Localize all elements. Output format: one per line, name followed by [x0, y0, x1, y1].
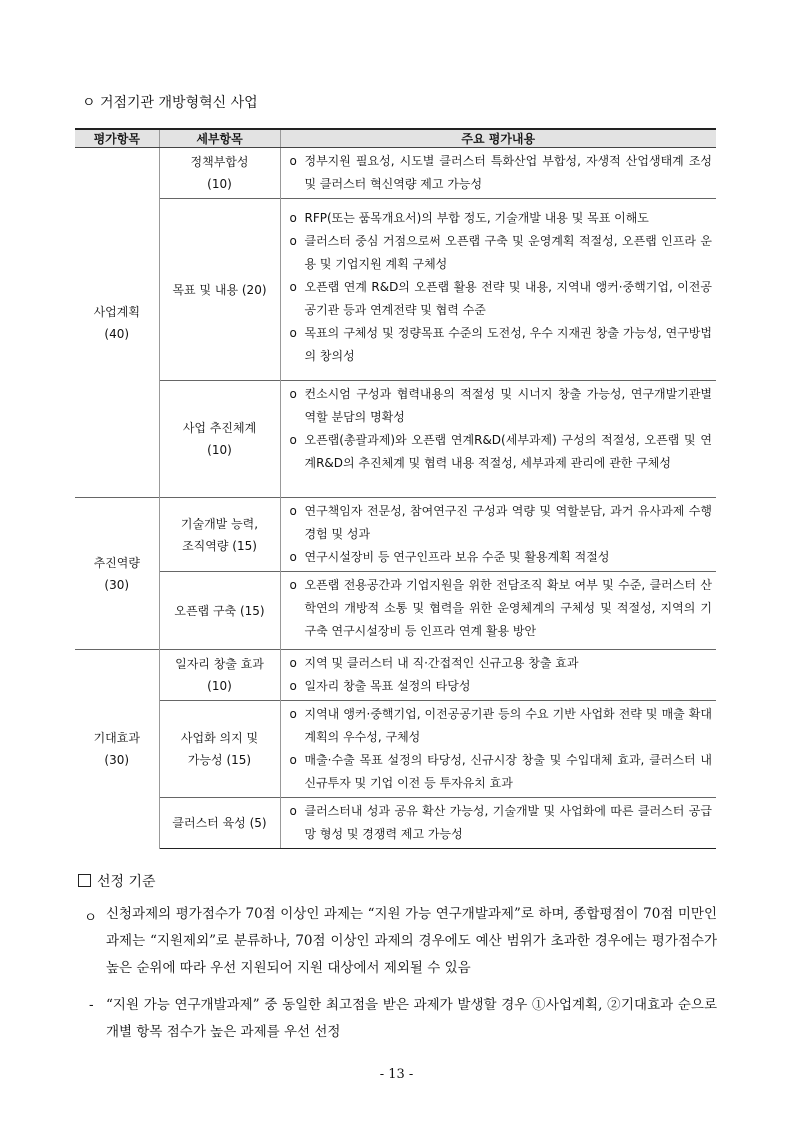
subcategory-job-creation [159, 650, 280, 701]
table-header-row [75, 129, 716, 148]
category-name: 추진역량 [93, 555, 140, 570]
content-item: o 정부지원 필요성, 시도별 클러스터 특화산업 부합성, 자생적 산업생태계 조성 및 클러스터 혁신역량 제고 가능성 [287, 150, 713, 196]
category-name: 사업계획 [93, 304, 140, 319]
content-item: o 오픈랩 연계 R&D의 오픈랩 활용 전략 및 내용, 지역내 앵커·중핵기업, 이전공공기관 등과 연계전략 및 협력 수준 [287, 276, 713, 322]
subcategory-points: (10) [207, 443, 232, 457]
subcategory-points: 조직역량 (15) [182, 538, 257, 553]
subcategory-points: 가능성 (15) [187, 753, 252, 767]
subcategory-execution-system [159, 381, 280, 498]
category-capability [75, 498, 159, 650]
subcategory-name: 기술개발 능력, [180, 516, 259, 531]
subcategory-name: 오픈랩 구축 (15) [174, 603, 265, 618]
evaluation-table [75, 128, 716, 849]
subcategory-name: 사업 추진체계 [182, 421, 257, 435]
category-expected-effect [75, 650, 159, 849]
subcategory-name: 일자리 창출 효과 [175, 657, 264, 671]
content-item: o 일자리 창출 목표 설정의 타당성 [287, 675, 713, 698]
subcategory-name: 클러스터 육성 (5) [172, 816, 267, 830]
table-row [75, 650, 716, 701]
tie-paragraph: “지원 가능 연구개발과제” 중 동일한 최고점을 받은 과제가 발생할 경우 ①사업계획, ②기대효과 순으로 개별 항목 점수가 높은 과제를 우선 선정 [106, 997, 717, 1040]
content-item: o 지역내 앵커·중핵기업, 이전공공기관 등의 수요 기반 사업화 전략 및 매출 확대 계획의 우수성, 구체성 [287, 703, 713, 749]
section-title: ㅇ 거점기관 개방형혁신 사업 [82, 95, 258, 111]
content-cell [280, 572, 716, 650]
criteria-heading-text: 선정 기준 [97, 874, 156, 890]
page-number: - 13 - [379, 1067, 414, 1082]
content-item: o 컨소시엄 구성과 협력내용의 적절성 및 시너지 창출 가능성, 연구개발기관별 역할 분담의 명확성 [287, 383, 713, 429]
content-item: o 오픈랩 전용공간과 기업지원을 위한 전담조직 확보 여부 및 수준, 클러스터 산학연의 개방적 소통 및 협력을 위한 운영체계의 구체성 및 적절성, 지역의 기 구축 연구시설장비 등 인프라 연계 활용 방안 [287, 574, 713, 643]
content-item: o 목표의 구체성 및 정량목표 수준의 도전성, 우수 지재권 창출 가능성, 연구방법의 창의성 [287, 322, 713, 368]
content-item: o 클러스터 중심 거점으로써 오픈랩 구축 및 운영계획 적절성, 오픈랩 인프라 운용 및 기업지원 계획 구체성 [287, 230, 713, 276]
content-item: o 클러스터내 성과 공유 확산 가능성, 기술개발 및 사업화에 따른 클러스터 공급망 형성 및 경쟁력 제고 가능성 [287, 800, 713, 846]
category-name: 기대효과 [93, 731, 140, 746]
category-points: (40) [104, 326, 130, 341]
category-points: (30) [104, 577, 130, 592]
subcategory-tech-capability [159, 498, 280, 572]
content-item: o 연구책임자 전문성, 참여연구진 구성과 역량 및 역할분담, 과거 유사과제 수행 경험 및 성과 [287, 500, 713, 546]
table-row [75, 701, 716, 798]
criteria-paragraph: 신청과제의 평가점수가 70점 이상인 과제는 “지원 가능 연구개발과제”로 하며, 종합평점이 70점 미만인 과제는 “지원제외”로 분류하나, 70점 이상인 과제의 경우에도 예산 범위가 초과한 경우에는 평가점수가 높은 순위에 따라 우선 지원되어 지원 대상에서 제외될 수 있음 [106, 906, 717, 976]
subcategory-name: 정책부합성 [190, 155, 249, 169]
content-item: o RFP(또는 품목개요서)의 부합 정도, 기술개발 내용 및 목표 이해도 [287, 207, 713, 230]
table-row [75, 199, 716, 381]
content-item: o 오픈랩(총괄과제)와 오픈랩 연계R&D(세부과제) 구성의 적절성, 오픈랩 및 연계R&D의 추진체계 및 협력 내용 적절성, 세부과제 관리에 관한 구체성 [287, 429, 713, 475]
tie-bullet: - [89, 997, 94, 1013]
content-cell [280, 650, 716, 701]
table-row [75, 148, 716, 199]
content-cell [280, 148, 716, 199]
table-row [75, 798, 716, 849]
category-points: (30) [104, 753, 130, 768]
content-item: o 연구시설장비 등 연구인프라 보유 수준 및 활용계획 적절성 [287, 546, 713, 569]
table-row [75, 498, 716, 572]
criteria-bullet: ㅇ [84, 910, 98, 926]
criteria-heading [78, 871, 156, 891]
subcategory-points: (10) [207, 177, 232, 191]
header-subcategory: 세부항목 [159, 129, 280, 148]
content-cell [280, 498, 716, 572]
category-business-plan [75, 148, 159, 498]
checkbox-square-icon [78, 874, 91, 887]
header-content: 주요 평가내용 [280, 129, 716, 148]
subcategory-cluster-growth [159, 798, 280, 849]
subcategory-goals [159, 199, 280, 381]
content-item: o 지역 및 클러스터 내 직·간접적인 신규고용 창출 효과 [287, 652, 713, 675]
content-cell [280, 199, 716, 381]
subcategory-points: (10) [207, 679, 232, 693]
subcategory-policy-fit [159, 148, 280, 199]
header-category: 평가항목 [75, 129, 159, 148]
subcategory-openlab-build [159, 572, 280, 650]
content-cell [280, 701, 716, 798]
subcategory-name: 사업화 의지 및 [180, 731, 259, 745]
table-row [75, 381, 716, 498]
subcategory-commercialization [159, 701, 280, 798]
content-item: o 매출·수출 목표 설정의 타당성, 신규시장 창출 및 수입대체 효과, 클러스터 내 신규투자 및 기업 이전 등 투자유치 효과 [287, 749, 713, 795]
content-cell [280, 381, 716, 498]
subcategory-name: 목표 및 내용 (20) [172, 282, 267, 297]
table-row [75, 572, 716, 650]
content-cell [280, 798, 716, 849]
